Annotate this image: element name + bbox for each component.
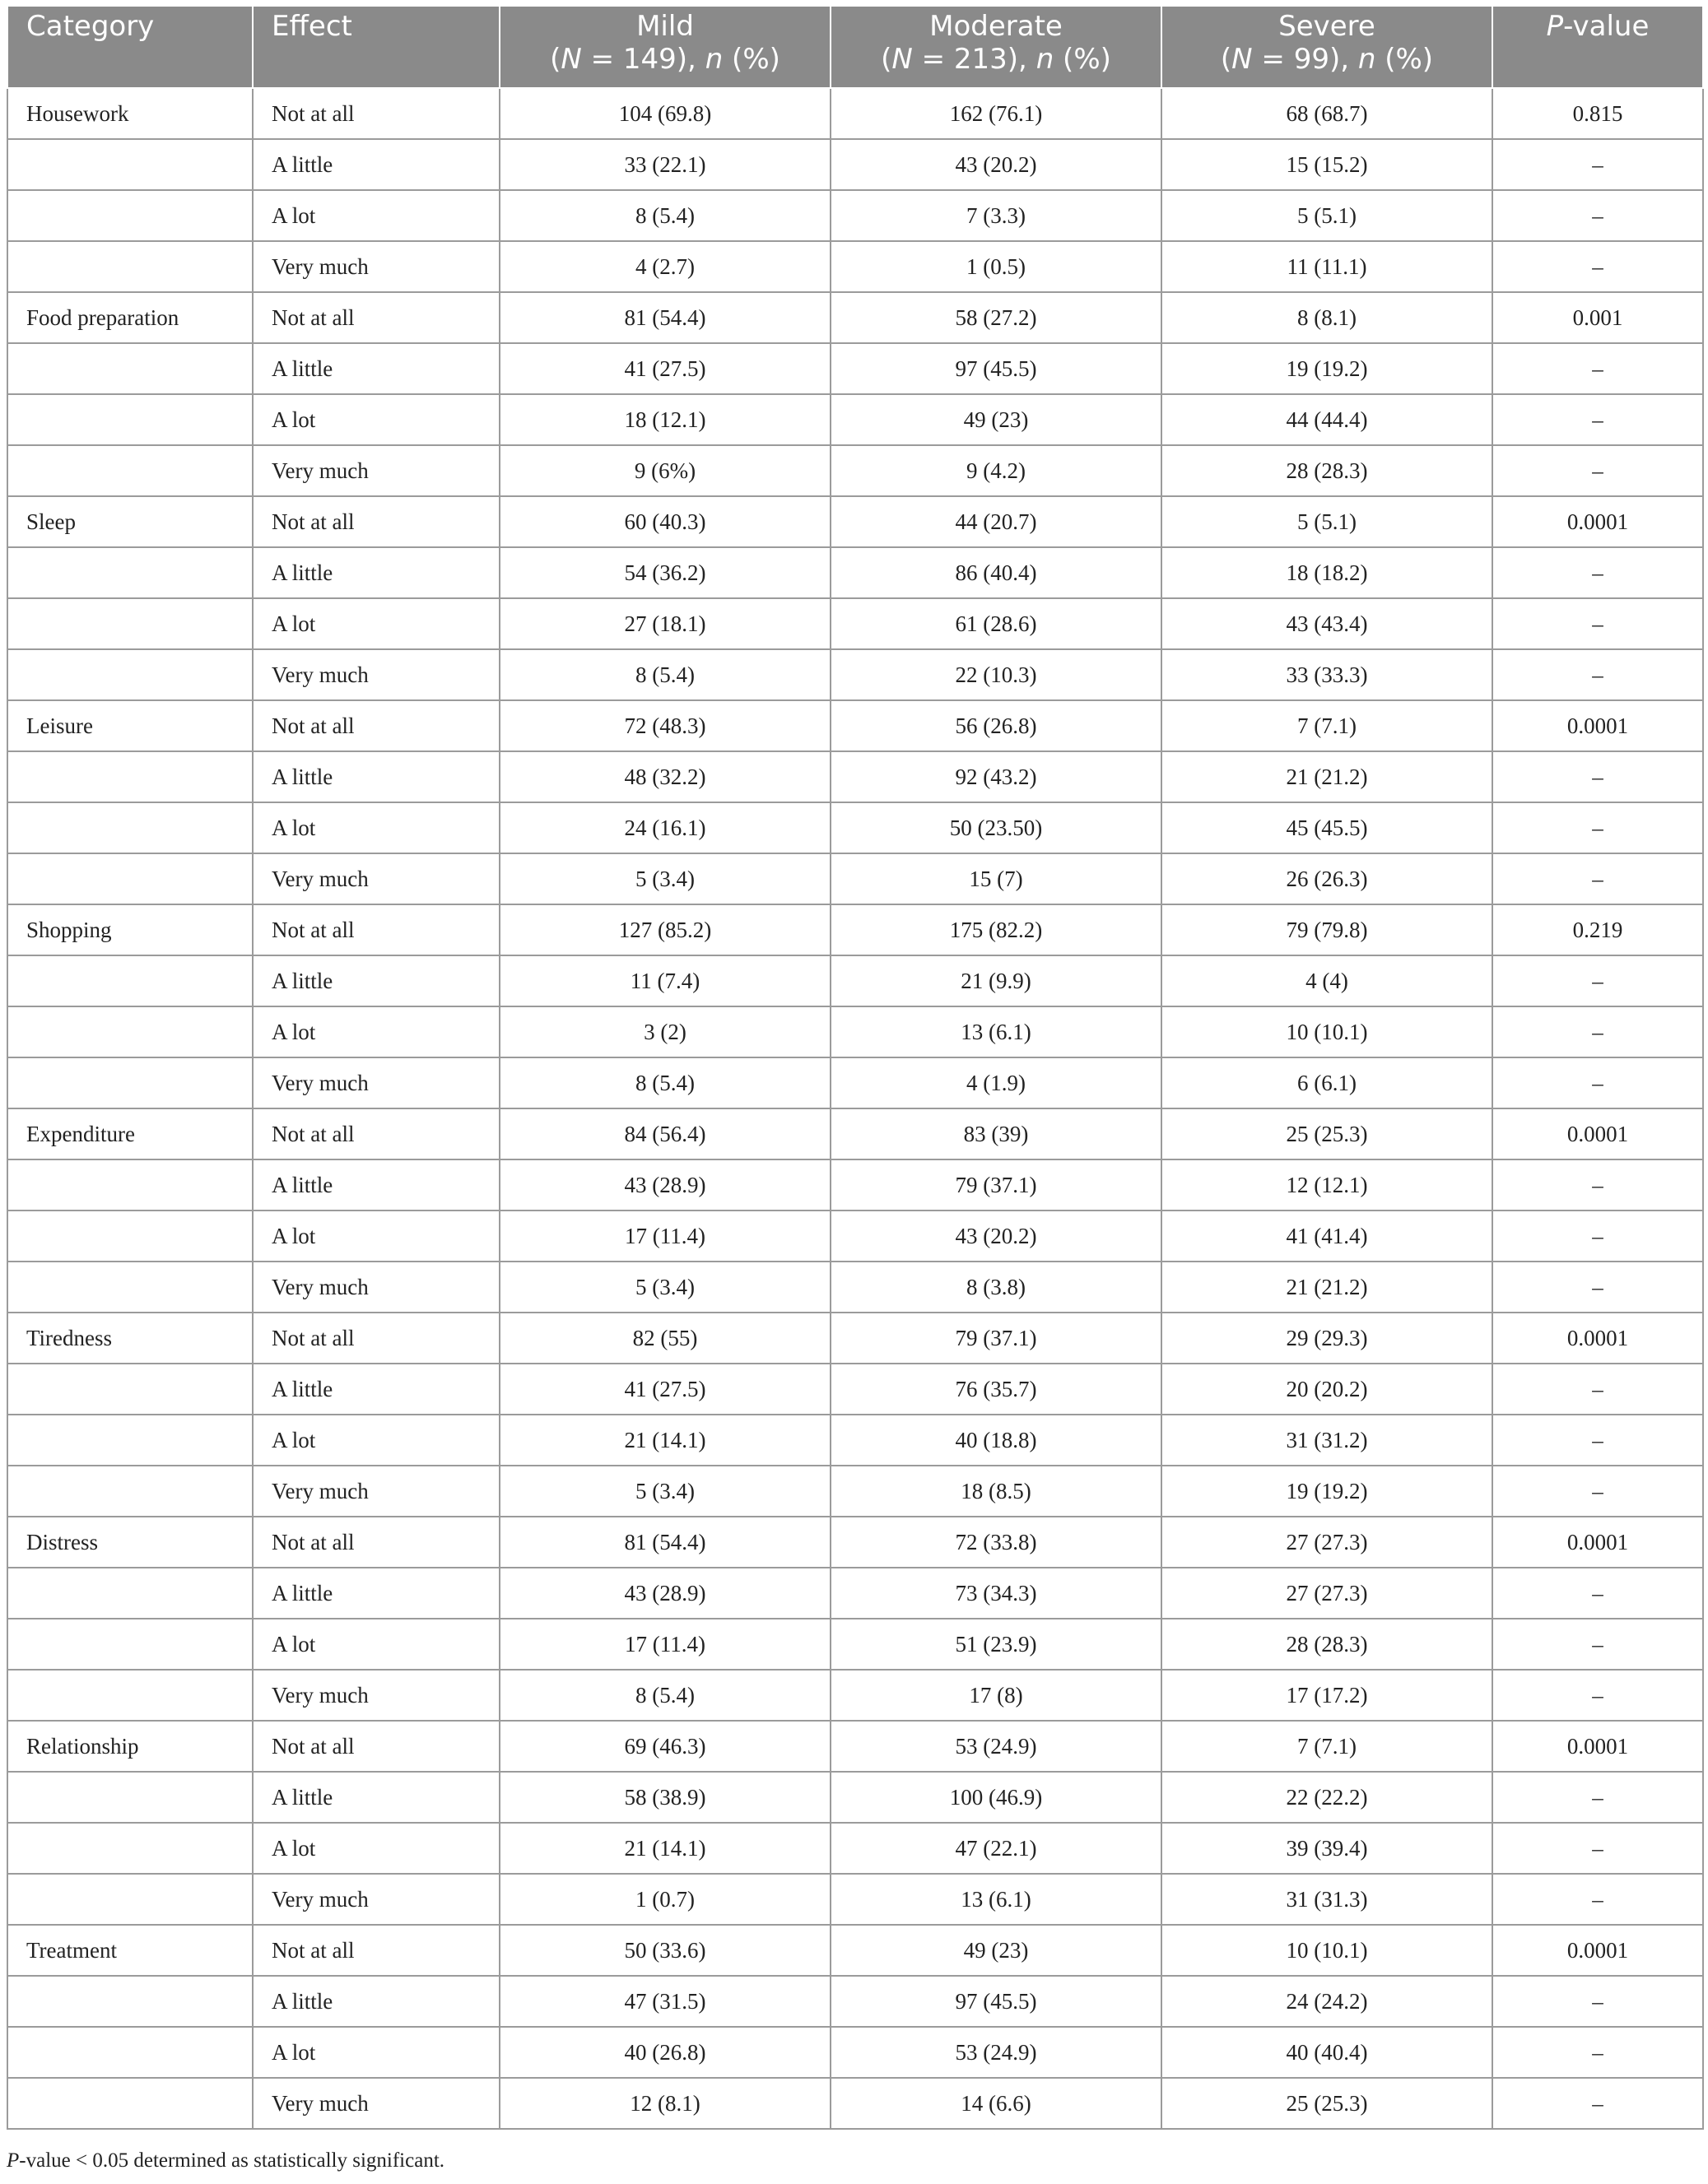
cell-severe: 31 (31.2) xyxy=(1161,1415,1492,1466)
cell-severe: 20 (20.2) xyxy=(1161,1364,1492,1415)
table-row xyxy=(7,1262,1703,1313)
cell-moderate: 44 (20.7) xyxy=(831,496,1161,547)
header-row xyxy=(7,7,1703,88)
cell-category: Leisure xyxy=(7,700,253,751)
cell-mild: 47 (31.5) xyxy=(500,1976,831,2027)
cell-category xyxy=(7,445,253,496)
cell-severe: 79 (79.8) xyxy=(1161,904,1492,955)
table-row xyxy=(7,190,1703,241)
cell-severe: 40 (40.4) xyxy=(1161,2027,1492,2078)
cell-severe: 28 (28.3) xyxy=(1161,1619,1492,1670)
cell-effect: A lot xyxy=(253,2027,500,2078)
cell-moderate: 47 (22.1) xyxy=(831,1823,1161,1874)
cell-pvalue: – xyxy=(1492,241,1703,292)
cell-effect: Very much xyxy=(253,1670,500,1721)
cell-moderate: 21 (9.9) xyxy=(831,955,1161,1006)
cell-mild: 21 (14.1) xyxy=(500,1823,831,1874)
header-moderate xyxy=(831,7,1161,88)
header-moderate-n: (N = 213), n (%) xyxy=(881,43,1111,76)
cell-pvalue: – xyxy=(1492,2078,1703,2129)
table-row xyxy=(7,598,1703,649)
cell-mild: 127 (85.2) xyxy=(500,904,831,955)
table-row xyxy=(7,496,1703,547)
cell-pvalue: 0.0001 xyxy=(1492,700,1703,751)
cell-severe: 28 (28.3) xyxy=(1161,445,1492,496)
cell-pvalue: 0.0001 xyxy=(1492,1517,1703,1568)
table-row xyxy=(7,292,1703,343)
cell-mild: 84 (56.4) xyxy=(500,1108,831,1159)
cell-mild: 72 (48.3) xyxy=(500,700,831,751)
cell-severe: 45 (45.5) xyxy=(1161,802,1492,853)
cell-pvalue: – xyxy=(1492,445,1703,496)
cell-effect: A little xyxy=(253,1568,500,1619)
cell-pvalue: 0.0001 xyxy=(1492,1313,1703,1364)
table-row xyxy=(7,1006,1703,1057)
cell-mild: 17 (11.4) xyxy=(500,1210,831,1262)
table-row xyxy=(7,1721,1703,1772)
cell-moderate: 1 (0.5) xyxy=(831,241,1161,292)
cell-mild: 8 (5.4) xyxy=(500,649,831,700)
header-severe xyxy=(1161,7,1492,88)
header-pvalue: P-value xyxy=(1492,7,1703,88)
cell-category xyxy=(7,1976,253,2027)
table-row xyxy=(7,1772,1703,1823)
table-header xyxy=(7,7,1703,88)
cell-effect: A lot xyxy=(253,1823,500,1874)
cell-severe: 5 (5.1) xyxy=(1161,190,1492,241)
cell-severe: 24 (24.2) xyxy=(1161,1976,1492,2027)
cell-mild: 21 (14.1) xyxy=(500,1415,831,1466)
cell-moderate: 97 (45.5) xyxy=(831,1976,1161,2027)
cell-severe: 8 (8.1) xyxy=(1161,292,1492,343)
cell-mild: 41 (27.5) xyxy=(500,343,831,394)
table-row xyxy=(7,1874,1703,1925)
cell-pvalue: – xyxy=(1492,1874,1703,1925)
cell-mild: 5 (3.4) xyxy=(500,1466,831,1517)
table-row xyxy=(7,2027,1703,2078)
table-row xyxy=(7,241,1703,292)
cell-category xyxy=(7,1364,253,1415)
cell-moderate: 53 (24.9) xyxy=(831,1721,1161,1772)
cell-mild: 24 (16.1) xyxy=(500,802,831,853)
cell-moderate: 22 (10.3) xyxy=(831,649,1161,700)
footnote: P-value < 0.05 determined as statistically significant. xyxy=(7,2149,445,2172)
cell-severe: 25 (25.3) xyxy=(1161,1108,1492,1159)
cell-moderate: 61 (28.6) xyxy=(831,598,1161,649)
table-row xyxy=(7,751,1703,802)
cell-category xyxy=(7,1262,253,1313)
cell-severe: 68 (68.7) xyxy=(1161,88,1492,139)
cell-category xyxy=(7,1466,253,1517)
cell-moderate: 43 (20.2) xyxy=(831,1210,1161,1262)
cell-category xyxy=(7,598,253,649)
cell-mild: 81 (54.4) xyxy=(500,292,831,343)
cell-severe: 43 (43.4) xyxy=(1161,598,1492,649)
cell-pvalue: – xyxy=(1492,1823,1703,1874)
cell-category xyxy=(7,649,253,700)
table-row xyxy=(7,1210,1703,1262)
cell-pvalue: – xyxy=(1492,649,1703,700)
cell-category xyxy=(7,1415,253,1466)
cell-effect: Not at all xyxy=(253,1108,500,1159)
cell-moderate: 49 (23) xyxy=(831,1925,1161,1976)
cell-pvalue: 0.0001 xyxy=(1492,1721,1703,1772)
cell-category: Housework xyxy=(7,88,253,139)
cell-category xyxy=(7,1210,253,1262)
cell-moderate: 40 (18.8) xyxy=(831,1415,1161,1466)
cell-effect: A little xyxy=(253,955,500,1006)
table-row xyxy=(7,649,1703,700)
cell-category: Sleep xyxy=(7,496,253,547)
cell-category xyxy=(7,1874,253,1925)
cell-severe: 21 (21.2) xyxy=(1161,751,1492,802)
cell-pvalue: – xyxy=(1492,1772,1703,1823)
cell-effect: A little xyxy=(253,343,500,394)
cell-mild: 60 (40.3) xyxy=(500,496,831,547)
cell-category xyxy=(7,241,253,292)
cell-effect: Very much xyxy=(253,1874,500,1925)
table-row xyxy=(7,1415,1703,1466)
cell-moderate: 79 (37.1) xyxy=(831,1159,1161,1210)
cell-mild: 3 (2) xyxy=(500,1006,831,1057)
cell-category xyxy=(7,139,253,190)
table-row xyxy=(7,2078,1703,2129)
cell-category xyxy=(7,1006,253,1057)
cell-effect: Very much xyxy=(253,1057,500,1108)
cell-pvalue: – xyxy=(1492,1364,1703,1415)
cell-severe: 25 (25.3) xyxy=(1161,2078,1492,2129)
table-row xyxy=(7,1568,1703,1619)
table-row xyxy=(7,394,1703,445)
cell-category: Expenditure xyxy=(7,1108,253,1159)
cell-category xyxy=(7,1057,253,1108)
cell-severe: 17 (17.2) xyxy=(1161,1670,1492,1721)
cell-effect: A lot xyxy=(253,1415,500,1466)
cell-moderate: 79 (37.1) xyxy=(831,1313,1161,1364)
cell-effect: Not at all xyxy=(253,904,500,955)
header-category: Category xyxy=(7,7,253,88)
cell-mild: 11 (7.4) xyxy=(500,955,831,1006)
cell-pvalue: – xyxy=(1492,598,1703,649)
cell-pvalue: – xyxy=(1492,1976,1703,2027)
cell-mild: 5 (3.4) xyxy=(500,853,831,904)
cell-pvalue: – xyxy=(1492,394,1703,445)
cell-effect: Not at all xyxy=(253,700,500,751)
cell-pvalue: – xyxy=(1492,547,1703,598)
table-row xyxy=(7,1517,1703,1568)
cell-mild: 8 (5.4) xyxy=(500,1057,831,1108)
cell-pvalue: – xyxy=(1492,1262,1703,1313)
cell-category xyxy=(7,2027,253,2078)
cell-category xyxy=(7,1670,253,1721)
cell-mild: 33 (22.1) xyxy=(500,139,831,190)
cell-moderate: 4 (1.9) xyxy=(831,1057,1161,1108)
table-container xyxy=(7,7,1702,2130)
cell-pvalue: 0.001 xyxy=(1492,292,1703,343)
cell-mild: 8 (5.4) xyxy=(500,190,831,241)
cell-effect: Not at all xyxy=(253,1313,500,1364)
cell-mild: 1 (0.7) xyxy=(500,1874,831,1925)
cell-moderate: 8 (3.8) xyxy=(831,1262,1161,1313)
cell-mild: 43 (28.9) xyxy=(500,1568,831,1619)
cell-category xyxy=(7,1159,253,1210)
cell-pvalue: – xyxy=(1492,1568,1703,1619)
cell-mild: 43 (28.9) xyxy=(500,1159,831,1210)
table-row xyxy=(7,802,1703,853)
cell-severe: 44 (44.4) xyxy=(1161,394,1492,445)
table-row xyxy=(7,139,1703,190)
cell-severe: 11 (11.1) xyxy=(1161,241,1492,292)
cell-pvalue: – xyxy=(1492,751,1703,802)
cell-pvalue: – xyxy=(1492,955,1703,1006)
table-row xyxy=(7,1313,1703,1364)
cell-mild: 82 (55) xyxy=(500,1313,831,1364)
cell-moderate: 13 (6.1) xyxy=(831,1874,1161,1925)
cell-severe: 7 (7.1) xyxy=(1161,700,1492,751)
cell-category xyxy=(7,1772,253,1823)
cell-pvalue: 0.219 xyxy=(1492,904,1703,955)
header-mild-n: (N = 149), n (%) xyxy=(550,43,780,76)
cell-category xyxy=(7,1568,253,1619)
cell-severe: 31 (31.3) xyxy=(1161,1874,1492,1925)
cell-pvalue: 0.815 xyxy=(1492,88,1703,139)
table-row xyxy=(7,1364,1703,1415)
table-row xyxy=(7,1159,1703,1210)
header-mild-label: Mild xyxy=(636,10,694,43)
table-row xyxy=(7,1619,1703,1670)
cell-effect: Very much xyxy=(253,1262,500,1313)
cell-moderate: 7 (3.3) xyxy=(831,190,1161,241)
cell-category: Treatment xyxy=(7,1925,253,1976)
cell-effect: Very much xyxy=(253,241,500,292)
cell-severe: 21 (21.2) xyxy=(1161,1262,1492,1313)
cell-effect: A little xyxy=(253,1772,500,1823)
cell-severe: 26 (26.3) xyxy=(1161,853,1492,904)
cell-severe: 15 (15.2) xyxy=(1161,139,1492,190)
cell-moderate: 56 (26.8) xyxy=(831,700,1161,751)
header-effect: Effect xyxy=(253,7,500,88)
cell-moderate: 50 (23.50) xyxy=(831,802,1161,853)
cell-mild: 81 (54.4) xyxy=(500,1517,831,1568)
cell-effect: A little xyxy=(253,139,500,190)
cell-pvalue: – xyxy=(1492,1670,1703,1721)
cell-pvalue: – xyxy=(1492,1006,1703,1057)
cell-severe: 7 (7.1) xyxy=(1161,1721,1492,1772)
table-row xyxy=(7,1823,1703,1874)
cell-effect: A lot xyxy=(253,1006,500,1057)
cell-severe: 22 (22.2) xyxy=(1161,1772,1492,1823)
cell-category xyxy=(7,2078,253,2129)
cell-pvalue: 0.0001 xyxy=(1492,496,1703,547)
cell-mild: 8 (5.4) xyxy=(500,1670,831,1721)
cell-category xyxy=(7,1619,253,1670)
cell-mild: 41 (27.5) xyxy=(500,1364,831,1415)
table-row xyxy=(7,1466,1703,1517)
cell-effect: A lot xyxy=(253,1210,500,1262)
header-mild xyxy=(500,7,831,88)
cell-moderate: 13 (6.1) xyxy=(831,1006,1161,1057)
cell-effect: Very much xyxy=(253,649,500,700)
cell-moderate: 43 (20.2) xyxy=(831,139,1161,190)
table-row xyxy=(7,1976,1703,2027)
cell-severe: 5 (5.1) xyxy=(1161,496,1492,547)
table-row xyxy=(7,547,1703,598)
cell-effect: Not at all xyxy=(253,1517,500,1568)
table-row xyxy=(7,445,1703,496)
cell-mild: 18 (12.1) xyxy=(500,394,831,445)
cell-effect: Very much xyxy=(253,853,500,904)
cell-category xyxy=(7,1823,253,1874)
cell-severe: 18 (18.2) xyxy=(1161,547,1492,598)
data-table xyxy=(7,7,1704,2130)
cell-effect: A lot xyxy=(253,802,500,853)
cell-moderate: 14 (6.6) xyxy=(831,2078,1161,2129)
cell-moderate: 15 (7) xyxy=(831,853,1161,904)
cell-effect: A little xyxy=(253,1159,500,1210)
header-severe-label: Severe xyxy=(1278,10,1375,43)
table-row xyxy=(7,955,1703,1006)
cell-category: Relationship xyxy=(7,1721,253,1772)
cell-moderate: 58 (27.2) xyxy=(831,292,1161,343)
cell-moderate: 49 (23) xyxy=(831,394,1161,445)
cell-pvalue: – xyxy=(1492,1415,1703,1466)
cell-effect: Not at all xyxy=(253,1925,500,1976)
cell-severe: 4 (4) xyxy=(1161,955,1492,1006)
cell-mild: 50 (33.6) xyxy=(500,1925,831,1976)
cell-mild: 58 (38.9) xyxy=(500,1772,831,1823)
cell-severe: 29 (29.3) xyxy=(1161,1313,1492,1364)
cell-effect: Not at all xyxy=(253,88,500,139)
cell-severe: 41 (41.4) xyxy=(1161,1210,1492,1262)
cell-effect: Not at all xyxy=(253,1721,500,1772)
cell-moderate: 97 (45.5) xyxy=(831,343,1161,394)
cell-effect: Not at all xyxy=(253,496,500,547)
cell-severe: 33 (33.3) xyxy=(1161,649,1492,700)
cell-severe: 27 (27.3) xyxy=(1161,1517,1492,1568)
cell-category xyxy=(7,394,253,445)
cell-pvalue: – xyxy=(1492,139,1703,190)
cell-moderate: 9 (4.2) xyxy=(831,445,1161,496)
cell-pvalue: – xyxy=(1492,1210,1703,1262)
cell-mild: 5 (3.4) xyxy=(500,1262,831,1313)
cell-mild: 27 (18.1) xyxy=(500,598,831,649)
cell-pvalue: – xyxy=(1492,802,1703,853)
cell-category xyxy=(7,955,253,1006)
table-row xyxy=(7,1670,1703,1721)
cell-pvalue: – xyxy=(1492,190,1703,241)
cell-effect: A lot xyxy=(253,598,500,649)
cell-effect: A little xyxy=(253,1364,500,1415)
cell-moderate: 76 (35.7) xyxy=(831,1364,1161,1415)
cell-mild: 69 (46.3) xyxy=(500,1721,831,1772)
cell-severe: 19 (19.2) xyxy=(1161,343,1492,394)
cell-pvalue: – xyxy=(1492,1619,1703,1670)
cell-pvalue: – xyxy=(1492,2027,1703,2078)
cell-moderate: 86 (40.4) xyxy=(831,547,1161,598)
header-severe-n: (N = 99), n (%) xyxy=(1220,43,1434,76)
cell-category: Distress xyxy=(7,1517,253,1568)
cell-category: Food preparation xyxy=(7,292,253,343)
cell-category xyxy=(7,343,253,394)
cell-mild: 9 (6%) xyxy=(500,445,831,496)
cell-mild: 12 (8.1) xyxy=(500,2078,831,2129)
cell-category xyxy=(7,547,253,598)
cell-pvalue: – xyxy=(1492,1466,1703,1517)
cell-pvalue: – xyxy=(1492,853,1703,904)
cell-severe: 39 (39.4) xyxy=(1161,1823,1492,1874)
cell-effect: A lot xyxy=(253,394,500,445)
table-row xyxy=(7,1925,1703,1976)
cell-effect: Not at all xyxy=(253,292,500,343)
cell-moderate: 92 (43.2) xyxy=(831,751,1161,802)
cell-mild: 104 (69.8) xyxy=(500,88,831,139)
cell-category: Tiredness xyxy=(7,1313,253,1364)
cell-pvalue: – xyxy=(1492,1159,1703,1210)
table-row xyxy=(7,88,1703,139)
cell-effect: A lot xyxy=(253,1619,500,1670)
cell-moderate: 51 (23.9) xyxy=(831,1619,1161,1670)
cell-effect: Very much xyxy=(253,2078,500,2129)
table-row xyxy=(7,343,1703,394)
cell-category xyxy=(7,751,253,802)
cell-mild: 40 (26.8) xyxy=(500,2027,831,2078)
cell-severe: 10 (10.1) xyxy=(1161,1925,1492,1976)
cell-pvalue: – xyxy=(1492,1057,1703,1108)
cell-moderate: 72 (33.8) xyxy=(831,1517,1161,1568)
cell-severe: 27 (27.3) xyxy=(1161,1568,1492,1619)
cell-effect: A little xyxy=(253,547,500,598)
cell-moderate: 18 (8.5) xyxy=(831,1466,1161,1517)
cell-moderate: 73 (34.3) xyxy=(831,1568,1161,1619)
cell-mild: 54 (36.2) xyxy=(500,547,831,598)
table-row xyxy=(7,700,1703,751)
cell-moderate: 100 (46.9) xyxy=(831,1772,1161,1823)
cell-category xyxy=(7,853,253,904)
cell-category xyxy=(7,190,253,241)
cell-moderate: 162 (76.1) xyxy=(831,88,1161,139)
cell-severe: 6 (6.1) xyxy=(1161,1057,1492,1108)
table-row xyxy=(7,904,1703,955)
cell-severe: 10 (10.1) xyxy=(1161,1006,1492,1057)
cell-pvalue: 0.0001 xyxy=(1492,1108,1703,1159)
cell-effect: A lot xyxy=(253,190,500,241)
header-moderate-label: Moderate xyxy=(929,10,1063,43)
table-body xyxy=(7,88,1703,2129)
cell-mild: 48 (32.2) xyxy=(500,751,831,802)
cell-severe: 19 (19.2) xyxy=(1161,1466,1492,1517)
cell-moderate: 175 (82.2) xyxy=(831,904,1161,955)
table-row xyxy=(7,1108,1703,1159)
cell-moderate: 17 (8) xyxy=(831,1670,1161,1721)
cell-moderate: 83 (39) xyxy=(831,1108,1161,1159)
cell-pvalue: – xyxy=(1492,343,1703,394)
cell-mild: 17 (11.4) xyxy=(500,1619,831,1670)
table-row xyxy=(7,853,1703,904)
cell-effect: A little xyxy=(253,751,500,802)
table-row xyxy=(7,1057,1703,1108)
cell-effect: Very much xyxy=(253,445,500,496)
cell-effect: Very much xyxy=(253,1466,500,1517)
cell-severe: 12 (12.1) xyxy=(1161,1159,1492,1210)
cell-category: Shopping xyxy=(7,904,253,955)
cell-moderate: 53 (24.9) xyxy=(831,2027,1161,2078)
cell-effect: A little xyxy=(253,1976,500,2027)
cell-pvalue: 0.0001 xyxy=(1492,1925,1703,1976)
cell-mild: 4 (2.7) xyxy=(500,241,831,292)
cell-category xyxy=(7,802,253,853)
